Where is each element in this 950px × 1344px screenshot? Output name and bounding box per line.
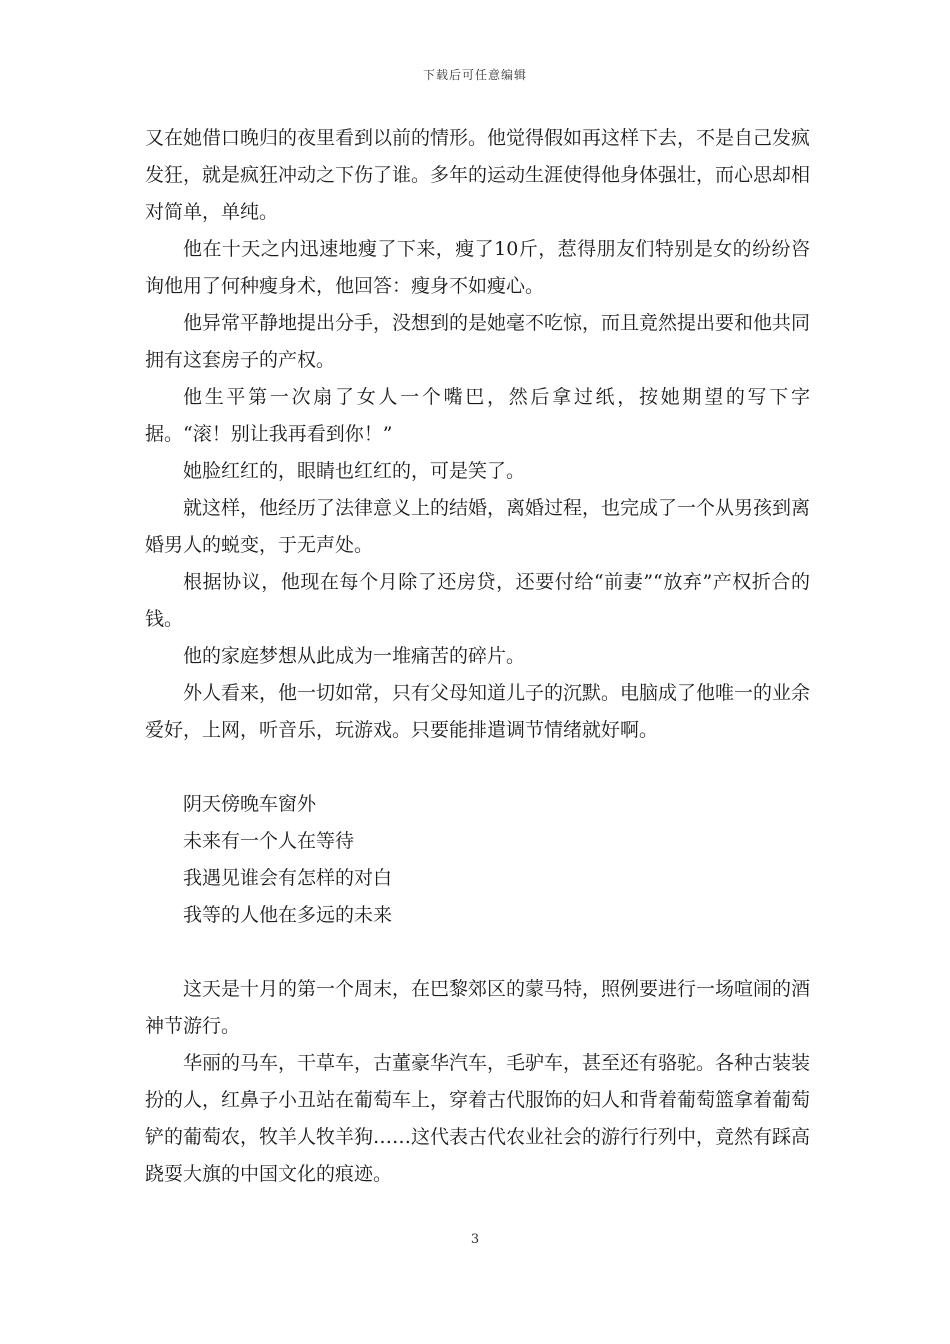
paragraph: 就这样，他经历了法律意义上的结婚，离婚过程，也完成了一个从男孩到离婚男人的蜕变，于无声处。 (145, 497, 811, 556)
paragraph: 他生平第一次扇了女人一个嘴巴，然后拿过纸，按她期望的写下字据。“滚！别让我再看到你！” (145, 386, 810, 445)
document-body (145, 120, 810, 1193)
page-header: 下载后可任意编辑 (422, 68, 527, 82)
paragraph: 他的家庭梦想从此成为一堆痛苦的碎片。 (183, 645, 526, 667)
poem-block (145, 786, 810, 934)
page-number: 3 (470, 1232, 480, 1247)
paragraph: 他异常平静地提出分手，没想到的是她毫不吃惊，而且竟然提出要和他共同拥有这套房子的产权。 (145, 312, 811, 371)
paragraph: 他在十天之内迅速地瘦了下来，瘦了10斤，惹得朋友们特别是女的纷纷咨询他用了何种瘦身术，他回答：瘦身不如瘦心。 (145, 238, 810, 297)
blank-line (145, 934, 810, 971)
paragraph: 这天是十月的第一个周末，在巴黎郊区的蒙马特，照例要进行一场喧闹的酒神节游行。 (145, 978, 811, 1037)
paragraph: 她脸红红的，眼睛也红红的，可是笑了。 (183, 460, 526, 482)
poem-line: 阴天傍晚车窗外 (183, 793, 317, 815)
blank-line (145, 749, 810, 786)
poem-line: 我等的人他在多远的未来 (183, 904, 393, 926)
paragraph: 又在她借口晚归的夜里看到以前的情形。他觉得假如再这样下去，不是自己发疯发狂，就是疯狂冲动之下伤了谁。多年的运动生涯使得他身体强壮，而心思却相对简单，单纯。 (145, 127, 811, 223)
poem-line: 未来有一个人在等待 (183, 830, 355, 852)
paragraph: 华丽的马车，干草车，古董豪华汽车，毛驴车，甚至还有骆驼。各种古装装扮的人，红鼻子小丑站在葡萄车上，穿着古代服饰的妇人和背着葡萄篮拿着葡萄铲的葡萄农，牧羊人牧羊狗……这代表古代农业社会的游行行列中，竟然有踩高跷耍大旗的中国文化的痕迹。 (145, 1052, 811, 1185)
poem-line: 我遇见谁会有怎样的对白 (183, 867, 393, 889)
paragraph: 外人看来，他一切如常，只有父母知道儿子的沉默。电脑成了他唯一的业余爱好，上网，听音乐，玩游戏。只要能排遣调节情绪就好啊。 (145, 682, 811, 741)
paragraph: 根据协议，他现在每个月除了还房贷，还要付给“前妻”“放弃”产权折合的钱。 (145, 571, 810, 630)
